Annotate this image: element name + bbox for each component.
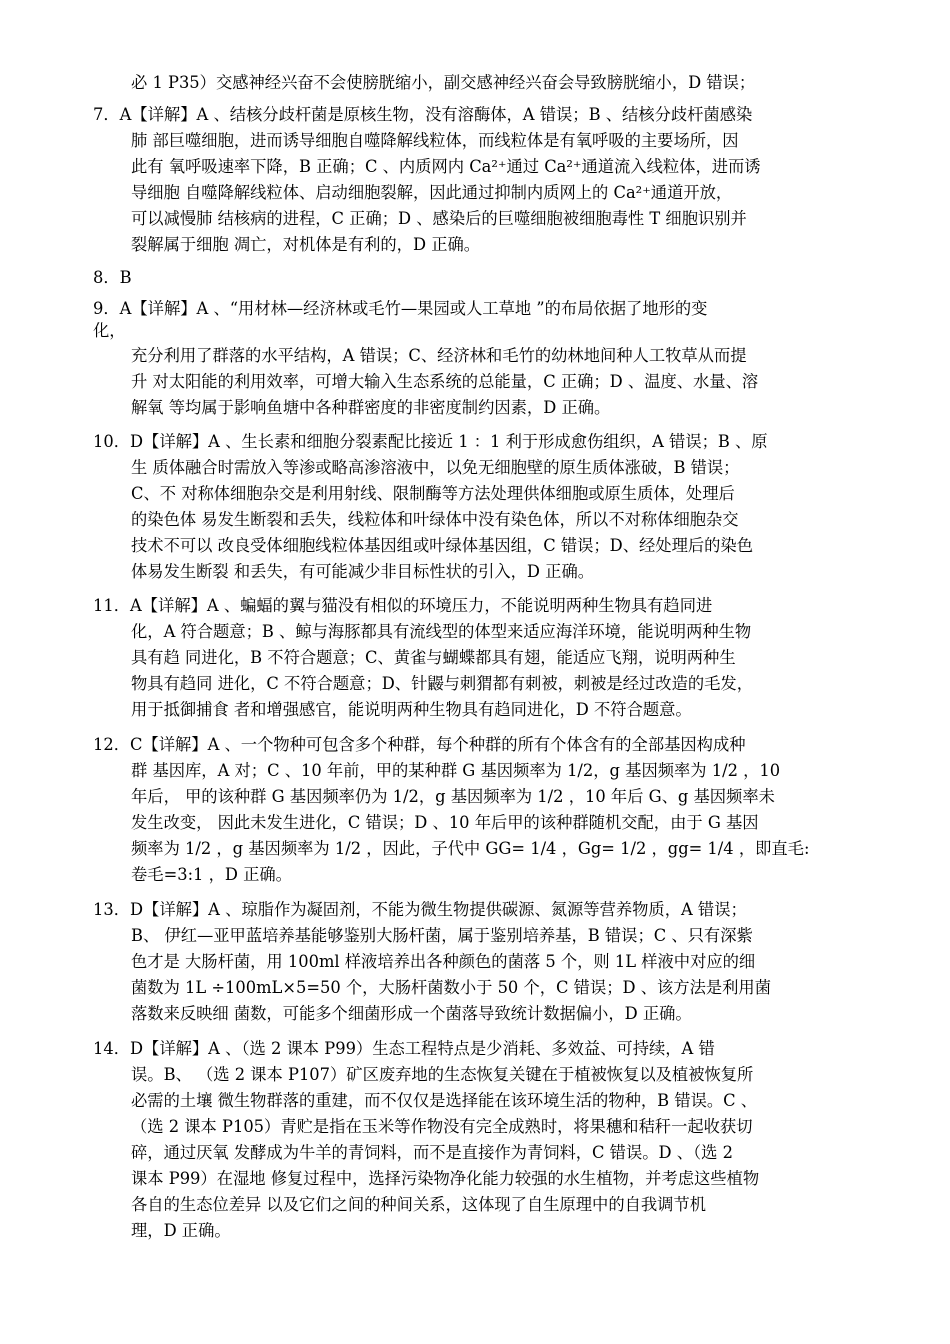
text-line-q12-4: 发生改变， 因此未发生进化，C 错误；D 、10 年后甲的该种群随机交配，由于 G 基因 [131,813,759,832]
text-line-q13-1: 13．D【详解】A 、琼脂作为凝固剂，不能为微生物提供碳源、氮源等营养物质，A 错误； [93,900,747,919]
text-line-q9-5: 解氧 等均属于影响鱼塘中各种群密度的非密度制约因素，D 正确。 [131,398,611,417]
text-line-q10-1: 10．D【详解】A 、生长素和细胞分裂素配比接近 1 ：1 利于形成愈伤组织，A 错误；B 、原 [93,432,768,451]
text-line-q10-5: 技术不可以 改良受体细胞线粒体基因组或叶绿体基因组，C 错误；D、经处理后的染色 [131,536,753,555]
text-line-q14-5: 碎，通过厌氧 发酵成为牛羊的青饲料，而不是直接作为青饲料，C 错误。D 、（选 2 [131,1143,733,1162]
text-line-q10-3: C、不 对称体细胞杂交是利用射线、限制酶等方法处理供体细胞或原生质体，处理后 [131,484,735,503]
text-line-q9-3: 充分利用了群落的水平结构，A 错误；C、经济林和毛竹的幼林地间种人工牧草从而提 [131,346,747,365]
text-line-q9-1: 9．A【详解】A 、“用材林—经济林或毛竹—果园或人工草地 ”的布局依据了地形的变 [93,299,708,318]
text-line-q13-3: 色才是 大肠杆菌，用 100ml 样液培养出各种颜色的菌落 5 个，则 1L 样液中对应的细 [131,952,756,971]
text-line-q10-2: 生 质体融合时需放入等渗或略高渗溶液中，以免无细胞壁的原生质体涨破，B 错误； [131,458,740,477]
text-line-q14-3: 必需的土壤 微生物群落的重建，而不仅仅是选择能在该环境生活的物种，B 错误。C 、 [131,1091,758,1110]
text-line-q9-2: 化， [93,321,126,340]
text-line-q10-4: 的染色体 易发生断裂和丢失，线粒体和叶绿体中没有染色体，所以不对称体细胞杂交 [131,510,739,529]
text-line-q14-8: 理，D 正确。 [131,1221,231,1240]
text-line-q6-end: 必 1 P35）交感神经兴奋不会使膀胱缩小，副交感神经兴奋会导致膀胱缩小，D 错误； [131,73,756,92]
text-line-q13-5: 落数来反映细 菌数，可能多个细菌形成一个菌落导致统计数据偏小，D 正确。 [131,1004,692,1023]
text-line-q9-4: 升 对太阳能的利用效率，可增大输入生态系统的总能量，C 正确；D 、温度、水量、溶 [131,372,759,391]
text-line-q13-2: B、 伊红—亚甲蓝培养基能够鉴别大肠杆菌，属于鉴别培养基，B 错误；C 、只有深紫 [131,926,753,945]
text-line-q11-5: 用于抵御捕食 者和增强感官，能说明两种生物具有趋同进化，D 不符合题意。 [131,700,692,719]
text-line-q14-4: （选 2 课本 P105）青贮是指在玉米等作物没有完全成熟时，将果穗和秸秆一起收获切 [131,1117,753,1136]
text-line-q12-3: 年后， 甲的该种群 G 基因频率仍为 1/2，g 基因频率为 1/2 ，10 年后 G、g 基因频率未 [131,787,775,806]
text-line-q7-1: 7．A【详解】A 、结核分歧杆菌是原核生物，没有溶酶体，A 错误；B 、结核分歧杆菌感染 [93,105,753,124]
text-line-q7-6: 裂解属于细胞 凋亡，对机体是有利的，D 正确。 [131,235,481,254]
text-line-q14-6: 课本 P99）在湿地 修复过程中，选择污染物净化能力较强的水生植物，并考虑这些植物 [131,1169,760,1188]
text-line-q11-3: 具有趋 同进化，B 不符合题意；C、黄雀与蝴蝶都具有翅，能适应飞翔，说明两种生 [131,648,736,667]
text-line-q8: 8．B [93,268,132,287]
text-line-q12-6: 卷毛=3:1 ，D 正确。 [131,865,292,884]
text-line-q14-1: 14．D【详解】A 、（选 2 课本 P99）生态工程特点是少消耗、多效益、可持续，A 错 [93,1039,715,1058]
text-line-q7-4: 导细胞 自噬降解线粒体、启动细胞裂解，因此通过抑制内质网上的 Ca²⁺通道开放， [131,183,733,202]
text-line-q7-2: 肺 部巨噬细胞，进而诱导细胞自噬降解线粒体，而线粒体是有氧呼吸的主要场所，因 [131,131,739,150]
text-line-q10-6: 体易发生断裂 和丢失，有可能减少非目标性状的引入，D 正确。 [131,562,595,581]
text-line-q7-5: 可以减慢肺 结核病的进程，C 正确；D 、感染后的巨噬细胞被细胞毒性 T 细胞识别并 [131,209,747,228]
text-line-q11-4: 物具有趋同 进化，C 不符合题意；D、针鼹与刺猬都有刺被，刺被是经过改造的毛发， [131,674,753,693]
text-line-q12-1: 12．C【详解】A 、一个物种可包含多个种群，每个种群的所有个体含有的全部基因构成种 [93,735,746,754]
text-line-q7-3: 此有 氧呼吸速率下降，B 正确；C 、内质网内 Ca²⁺通过 Ca²⁺通道流入线粒体，进而诱 [131,157,761,176]
text-line-q11-1: 11．A【详解】A 、蝙蝠的翼与猫没有相似的环境压力，不能说明两种生物具有趋同进 [93,596,713,615]
text-line-q12-2: 群 基因库，A 对；C 、10 年前，甲的某种群 G 基因频率为 1/2，g 基因频率为 1/2 ，10 [131,761,781,780]
text-line-q11-2: 化，A 符合题意；B 、鲸与海豚都具有流线型的体型来适应海洋环境，能说明两种生物 [131,622,752,641]
text-line-q13-4: 菌数为 1L ÷100mL×5=50 个，大肠杆菌数小于 50 个，C 错误；D 、该方法是利用菌 [131,978,771,997]
text-line-q14-7: 各自的生态位差异 以及它们之间的种间关系，这体现了自生原理中的自我调节机 [131,1195,707,1214]
text-line-q12-5: 频率为 1/2 ，g 基因频率为 1/2 ，因此，子代中 GG= 1/4 ，Gg= 1/2 ，gg= 1/4 ，即直毛: [131,839,810,858]
text-line-q14-2: 误。B、 （选 2 课本 P107）矿区废弃地的生态恢复关键在于植被恢复以及植被恢复所 [131,1065,754,1084]
